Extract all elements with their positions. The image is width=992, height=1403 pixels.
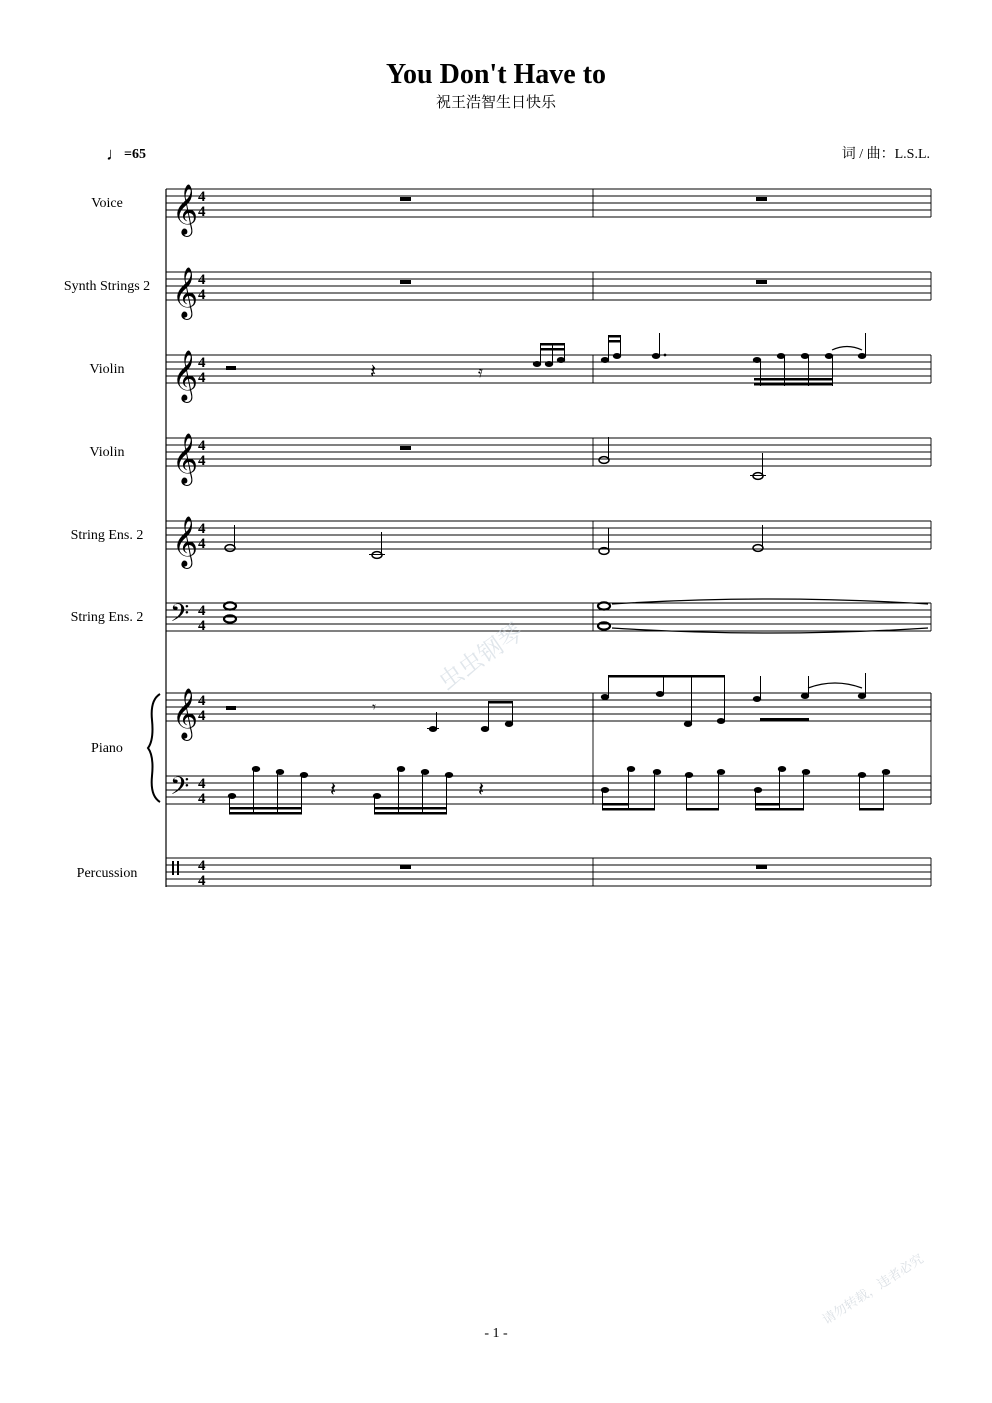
treble-clef-icon: 𝄞 — [172, 184, 199, 235]
svg-text:4: 4 — [198, 858, 206, 874]
whole-rest — [400, 280, 411, 284]
svg-text:4: 4 — [198, 272, 206, 288]
whole-rest — [756, 865, 767, 869]
tempo-value: =65 — [124, 147, 146, 162]
score-subtitle: 祝王浩智生日快乐 — [435, 93, 556, 111]
svg-text:4: 4 — [198, 521, 206, 537]
svg-text:4: 4 — [198, 370, 206, 386]
page-number: - 1 - — [484, 1326, 508, 1341]
score-title: You Don't Have to — [385, 59, 607, 90]
svg-text:4: 4 — [198, 776, 206, 792]
instrument-label-synth-strings: Synth Strings 2 — [63, 279, 151, 294]
svg-text:4: 4 — [198, 708, 206, 724]
bass-clef-icon: 𝄢 — [170, 772, 190, 807]
treble-clef-icon: 𝄞 — [172, 516, 199, 567]
svg-text:4: 4 — [198, 873, 206, 889]
half-note — [599, 457, 609, 464]
composer-credit: 词 / 曲：L.S.L. — [841, 147, 930, 162]
percussion-clef-icon — [172, 861, 174, 875]
svg-text:𝄽: 𝄽 — [478, 777, 485, 801]
eighth-rest: 𝄾 — [372, 698, 376, 716]
svg-text:4: 4 — [198, 204, 206, 220]
tie — [832, 347, 862, 351]
svg-text:4: 4 — [198, 189, 206, 205]
note-head — [533, 361, 541, 367]
treble-clef-icon: 𝄞 — [172, 350, 199, 401]
svg-text:4: 4 — [198, 791, 206, 807]
treble-clef-icon: 𝄞 — [172, 688, 199, 739]
svg-text:4: 4 — [198, 355, 206, 371]
watermark-notice: 请勿转载，违者必究 — [820, 1251, 927, 1328]
watermark-logo: 虫虫钢琴 — [433, 617, 529, 696]
half-rest — [226, 366, 236, 370]
whole-rest — [400, 197, 411, 201]
staves — [166, 189, 931, 886]
piano-brace — [148, 694, 160, 802]
svg-text:4: 4 — [198, 287, 206, 303]
instrument-label-string-ens-bass: String Ens. 2 — [70, 610, 144, 625]
svg-text:4: 4 — [198, 603, 206, 619]
svg-text:4: 4 — [198, 693, 206, 709]
instrument-label-violin-2: Violin — [89, 445, 125, 460]
whole-rest — [400, 446, 411, 450]
whole-rest — [400, 865, 411, 869]
svg-text:4: 4 — [198, 453, 206, 469]
bass-clef-icon: 𝄢 — [170, 599, 190, 634]
whole-rest — [756, 197, 767, 201]
instrument-label-piano: Piano — [91, 741, 123, 756]
svg-text:4: 4 — [198, 536, 206, 552]
instrument-label-violin-1: Violin — [89, 362, 125, 377]
sixteenth-rest: 𝄿 — [478, 362, 483, 381]
whole-rest — [756, 280, 767, 284]
quarter-note-icon: ♩ — [106, 144, 124, 164]
treble-clef-icon: 𝄞 — [172, 433, 199, 484]
instrument-label-string-ens-treble: String Ens. 2 — [70, 528, 144, 543]
svg-text:4: 4 — [198, 438, 206, 454]
instrument-label-voice: Voice — [91, 196, 123, 211]
time-signatures — [198, 189, 206, 889]
quarter-rest: 𝄽 — [370, 359, 377, 383]
svg-text:𝄽: 𝄽 — [330, 777, 337, 801]
treble-clef-icon: 𝄞 — [172, 267, 199, 318]
instrument-label-percussion: Percussion — [76, 866, 138, 881]
svg-text:4: 4 — [198, 618, 206, 634]
